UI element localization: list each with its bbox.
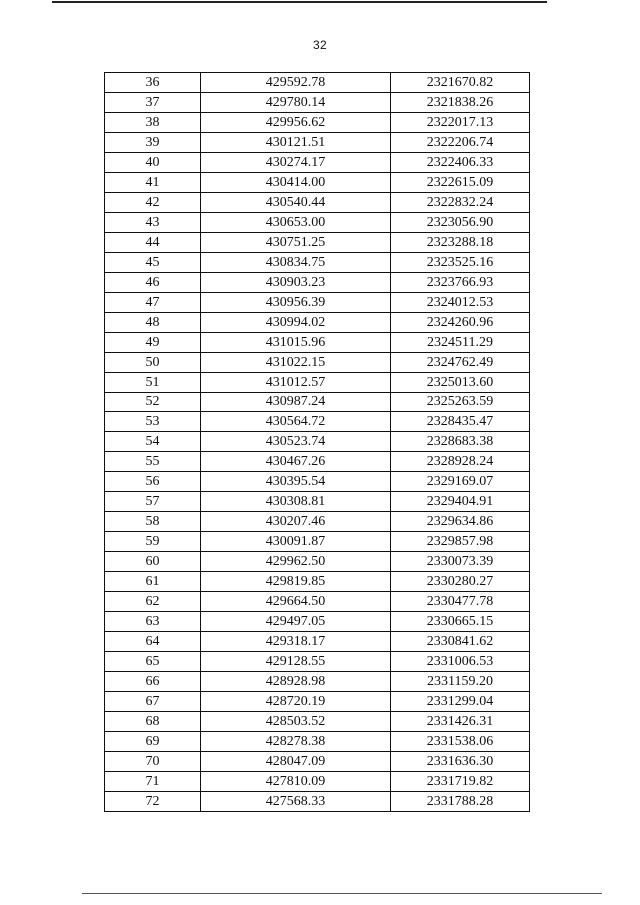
x-coordinate-cell: 429664.50 — [201, 592, 391, 612]
y-coordinate-cell: 2329634.86 — [391, 512, 530, 532]
point-number-cell: 69 — [105, 731, 201, 751]
table-row — [105, 412, 530, 432]
table-row — [105, 73, 530, 93]
y-coordinate-cell: 2330073.39 — [391, 552, 530, 572]
x-coordinate-cell: 430091.87 — [201, 532, 391, 552]
x-coordinate-cell: 430903.23 — [201, 272, 391, 292]
y-coordinate-cell: 2325013.60 — [391, 372, 530, 392]
x-coordinate-cell: 429962.50 — [201, 552, 391, 572]
point-number-cell: 41 — [105, 172, 201, 192]
table-row — [105, 372, 530, 392]
y-coordinate-cell: 2322406.33 — [391, 152, 530, 172]
x-coordinate-cell: 428928.98 — [201, 672, 391, 692]
table-row — [105, 512, 530, 532]
y-coordinate-cell: 2323288.18 — [391, 232, 530, 252]
table-row — [105, 731, 530, 751]
table-row — [105, 532, 530, 552]
table-row — [105, 272, 530, 292]
y-coordinate-cell: 2321670.82 — [391, 73, 530, 93]
x-coordinate-cell: 428720.19 — [201, 692, 391, 712]
point-number-cell: 40 — [105, 152, 201, 172]
table-row — [105, 172, 530, 192]
point-number-cell: 68 — [105, 712, 201, 732]
x-coordinate-cell: 428047.09 — [201, 751, 391, 771]
table-row — [105, 652, 530, 672]
x-coordinate-cell: 430395.54 — [201, 472, 391, 492]
point-number-cell: 52 — [105, 392, 201, 412]
point-number-cell: 44 — [105, 232, 201, 252]
point-number-cell: 53 — [105, 412, 201, 432]
table-row — [105, 432, 530, 452]
x-coordinate-cell: 429318.17 — [201, 632, 391, 652]
point-number-cell: 57 — [105, 492, 201, 512]
x-coordinate-cell: 430523.74 — [201, 432, 391, 452]
y-coordinate-cell: 2323056.90 — [391, 212, 530, 232]
table-row — [105, 672, 530, 692]
y-coordinate-cell: 2331788.28 — [391, 791, 530, 811]
x-coordinate-cell: 430274.17 — [201, 152, 391, 172]
x-coordinate-cell: 429128.55 — [201, 652, 391, 672]
y-coordinate-cell: 2331538.06 — [391, 731, 530, 751]
y-coordinate-cell: 2331159.20 — [391, 672, 530, 692]
point-number-cell: 64 — [105, 632, 201, 652]
table-row — [105, 612, 530, 632]
y-coordinate-cell: 2330477.78 — [391, 592, 530, 612]
y-coordinate-cell: 2331299.04 — [391, 692, 530, 712]
point-number-cell: 49 — [105, 332, 201, 352]
y-coordinate-cell: 2323525.16 — [391, 252, 530, 272]
point-number-cell: 38 — [105, 112, 201, 132]
scan-edge-bottom — [82, 893, 602, 894]
point-number-cell: 70 — [105, 751, 201, 771]
x-coordinate-cell: 431015.96 — [201, 332, 391, 352]
y-coordinate-cell: 2329404.91 — [391, 492, 530, 512]
x-coordinate-cell: 427568.33 — [201, 791, 391, 811]
point-number-cell: 60 — [105, 552, 201, 572]
y-coordinate-cell: 2321838.26 — [391, 92, 530, 112]
point-number-cell: 51 — [105, 372, 201, 392]
x-coordinate-cell: 430414.00 — [201, 172, 391, 192]
y-coordinate-cell: 2323766.93 — [391, 272, 530, 292]
x-coordinate-cell: 431022.15 — [201, 352, 391, 372]
y-coordinate-cell: 2330665.15 — [391, 612, 530, 632]
point-number-cell: 39 — [105, 132, 201, 152]
y-coordinate-cell: 2328928.24 — [391, 452, 530, 472]
y-coordinate-cell: 2324012.53 — [391, 292, 530, 312]
y-coordinate-cell: 2329169.07 — [391, 472, 530, 492]
point-number-cell: 62 — [105, 592, 201, 612]
table-row — [105, 192, 530, 212]
point-number-cell: 65 — [105, 652, 201, 672]
x-coordinate-cell: 430987.24 — [201, 392, 391, 412]
y-coordinate-cell: 2330841.62 — [391, 632, 530, 652]
point-number-cell: 67 — [105, 692, 201, 712]
x-coordinate-cell: 430564.72 — [201, 412, 391, 432]
table-row — [105, 492, 530, 512]
x-coordinate-cell: 427810.09 — [201, 771, 391, 791]
y-coordinate-cell: 2325263.59 — [391, 392, 530, 412]
table-row — [105, 352, 530, 372]
x-coordinate-cell: 428503.52 — [201, 712, 391, 732]
x-coordinate-cell: 429592.78 — [201, 73, 391, 93]
point-number-cell: 42 — [105, 192, 201, 212]
table-row — [105, 132, 530, 152]
point-number-cell: 50 — [105, 352, 201, 372]
table-row — [105, 692, 530, 712]
point-number-cell: 54 — [105, 432, 201, 452]
y-coordinate-cell: 2322017.13 — [391, 112, 530, 132]
table-row — [105, 332, 530, 352]
table-row — [105, 751, 530, 771]
point-number-cell: 59 — [105, 532, 201, 552]
table-row — [105, 312, 530, 332]
y-coordinate-cell: 2331719.82 — [391, 771, 530, 791]
point-number-cell: 43 — [105, 212, 201, 232]
table-row — [105, 392, 530, 412]
table-row — [105, 152, 530, 172]
x-coordinate-cell: 430121.51 — [201, 132, 391, 152]
x-coordinate-cell: 428278.38 — [201, 731, 391, 751]
y-coordinate-cell: 2328683.38 — [391, 432, 530, 452]
x-coordinate-cell: 430956.39 — [201, 292, 391, 312]
coordinates-table-body — [105, 73, 530, 812]
y-coordinate-cell: 2330280.27 — [391, 572, 530, 592]
point-number-cell: 48 — [105, 312, 201, 332]
table-row — [105, 232, 530, 252]
point-number-cell: 46 — [105, 272, 201, 292]
y-coordinate-cell: 2328435.47 — [391, 412, 530, 432]
point-number-cell: 55 — [105, 452, 201, 472]
point-number-cell: 61 — [105, 572, 201, 592]
point-number-cell: 66 — [105, 672, 201, 692]
point-number-cell: 72 — [105, 791, 201, 811]
x-coordinate-cell: 430308.81 — [201, 492, 391, 512]
x-coordinate-cell: 430467.26 — [201, 452, 391, 472]
y-coordinate-cell: 2324762.49 — [391, 352, 530, 372]
point-number-cell: 36 — [105, 73, 201, 93]
table-row — [105, 552, 530, 572]
point-number-cell: 71 — [105, 771, 201, 791]
point-number-cell: 47 — [105, 292, 201, 312]
y-coordinate-cell: 2329857.98 — [391, 532, 530, 552]
x-coordinate-cell: 431012.57 — [201, 372, 391, 392]
y-coordinate-cell: 2324511.29 — [391, 332, 530, 352]
y-coordinate-cell: 2322615.09 — [391, 172, 530, 192]
page-number: 32 — [313, 38, 327, 52]
table-row — [105, 712, 530, 732]
point-number-cell: 58 — [105, 512, 201, 532]
table-row — [105, 112, 530, 132]
x-coordinate-cell: 430994.02 — [201, 312, 391, 332]
x-coordinate-cell: 430834.75 — [201, 252, 391, 272]
x-coordinate-cell: 430540.44 — [201, 192, 391, 212]
scan-edge-top — [52, 1, 547, 3]
point-number-cell: 45 — [105, 252, 201, 272]
point-number-cell: 37 — [105, 92, 201, 112]
table-row — [105, 212, 530, 232]
table-row — [105, 292, 530, 312]
y-coordinate-cell: 2331426.31 — [391, 712, 530, 732]
table-row — [105, 572, 530, 592]
y-coordinate-cell: 2324260.96 — [391, 312, 530, 332]
table-row — [105, 92, 530, 112]
y-coordinate-cell: 2331636.30 — [391, 751, 530, 771]
table-row — [105, 632, 530, 652]
y-coordinate-cell: 2322206.74 — [391, 132, 530, 152]
point-number-cell: 63 — [105, 612, 201, 632]
coordinates-table — [104, 72, 530, 812]
x-coordinate-cell: 429819.85 — [201, 572, 391, 592]
table-row — [105, 771, 530, 791]
x-coordinate-cell: 429956.62 — [201, 112, 391, 132]
x-coordinate-cell: 430207.46 — [201, 512, 391, 532]
point-number-cell: 56 — [105, 472, 201, 492]
x-coordinate-cell: 429780.14 — [201, 92, 391, 112]
x-coordinate-cell: 430653.00 — [201, 212, 391, 232]
table-row — [105, 592, 530, 612]
table-row — [105, 791, 530, 811]
y-coordinate-cell: 2322832.24 — [391, 192, 530, 212]
table-row — [105, 452, 530, 472]
y-coordinate-cell: 2331006.53 — [391, 652, 530, 672]
table-row — [105, 252, 530, 272]
x-coordinate-cell: 429497.05 — [201, 612, 391, 632]
x-coordinate-cell: 430751.25 — [201, 232, 391, 252]
table-row — [105, 472, 530, 492]
